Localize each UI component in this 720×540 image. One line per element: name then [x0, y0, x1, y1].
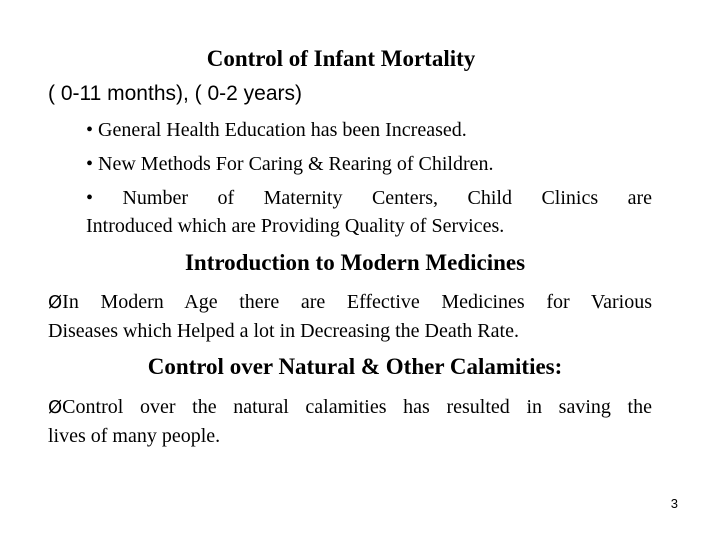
- list-item: [86, 116, 652, 144]
- paragraph-text: In Modern Age there are Effective Medicines for Various: [62, 291, 652, 313]
- bullet-text: General Health Education has been Increased.: [98, 119, 467, 141]
- bullet-marker: •: [86, 153, 94, 175]
- page-number: 3: [670, 496, 678, 511]
- bullet-text-continued: Introduced which are Providing Quality of Services.: [86, 215, 505, 237]
- section-title-modern-medicines: Introduction to Modern Medicines: [184, 250, 526, 275]
- arrow-bullet-icon: Ø: [48, 397, 63, 418]
- arrow-bullet-icon: Ø: [48, 292, 63, 313]
- paragraph-text-continued: lives of many people.: [48, 425, 221, 447]
- section-title-infant-mortality: Control of Infant Mortality: [206, 46, 476, 71]
- bullet-list: [86, 116, 652, 246]
- bullet-text: New Methods For Caring & Rearing of Children.: [98, 153, 494, 175]
- section-subtitle-age-range: ( 0-11 months), ( 0-2 years): [48, 82, 303, 105]
- paragraph-text-continued: Diseases which Helped a lot in Decreasing the Death Rate.: [48, 320, 519, 342]
- bullet-line: [86, 184, 652, 212]
- list-item: [86, 184, 652, 240]
- bullet-marker: •: [86, 187, 94, 209]
- paragraph-modern-medicines: [48, 288, 652, 345]
- bullet-text: Number of Maternity Centers, Child Clinics are: [122, 187, 652, 209]
- list-item: [86, 150, 652, 178]
- paragraph-text: Control over the natural calamities has resulted in saving the: [62, 396, 652, 418]
- section-title-calamities: Control over Natural & Other Calamities:: [147, 354, 563, 379]
- paragraph-line: [48, 393, 652, 422]
- paragraph-line: [48, 288, 652, 317]
- bullet-marker: •: [86, 119, 94, 141]
- paragraph-calamities: [48, 393, 652, 450]
